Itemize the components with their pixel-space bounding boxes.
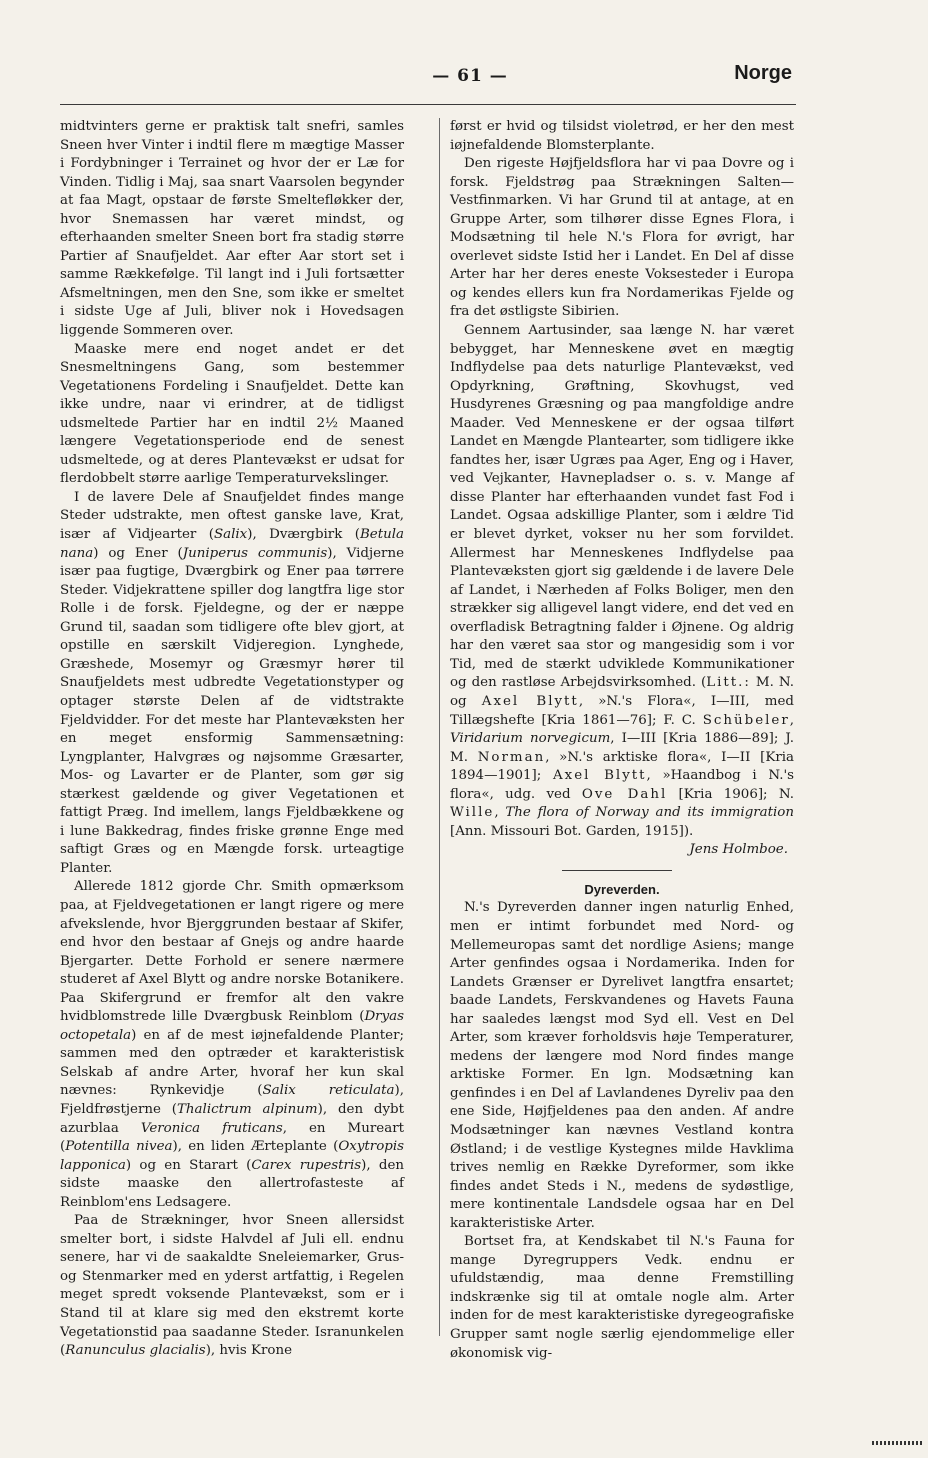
- species-name: Thalictrum alpinum: [177, 1101, 318, 1117]
- text-run: , »N.'s Flora«, I—III, med Tillægshefte [Kria 1861—76]; F. C.: [450, 693, 794, 728]
- text-run: ), Vidjerne især paa fugtige, Dværgbirk og Ener paa tørrere Steder. Vidjekrattene spiller dog langtfra lige stor Rolle i de forsk. Fjeldegne, og der er næppe Grund til, saadan som tidligere ofte blev gjort, at opstille en særskilt Vidjeregion. Lynghede, Græshede, Mosemyr og Græsmyr hører til Snaufjeldets mest udbredte Vegetationstyper og optager største Delen af de vidtstrakte Fjeldvidder. For det meste har Plantevæksten her en meget ensformig Sammensætning: Lyngplanter, Halvgræs og nøjsomme Græsarter, Mos- og Lavarter er de Planter, som gør sig stærkest gældende og giver Vegetationen et fattigt Præg. Ind imellem, langs Fjeldbækkene og i lune Bakkedrag, findes friske grønne Enge med saftigt Græs og en Mængde forsk. urteagtige Planter.: [60, 545, 404, 876]
- text-run: ), den sidste maaske den allertrofasteste af Reinblom'ens Ledsagere.: [60, 1157, 404, 1210]
- species-name: Oxytropis lapponica: [60, 1139, 404, 1173]
- author-name: Schübeler: [702, 712, 790, 728]
- header-rule: [60, 104, 796, 105]
- scan-artifact: [872, 1441, 924, 1445]
- paragraph: Bortset fra, at Kendskabet til N.'s Fauna for mange Dyregruppers Vedk. endnu er ufuldstændig, maa denne Fremstilling indskrænke sig til at omtale nogle alm. Arter inden for de mest karakteristiske dyregeografiske Grupper samt nogle særlig ejendommelige eller økonomisk vig-: [450, 1234, 794, 1361]
- species-name: Veronica fruticans: [140, 1120, 283, 1136]
- author-name: Axel Blytt: [552, 768, 647, 784]
- text-run: Allerede 1812 gjorde Chr. Smith opmærksom paa, at Fjeldvegetationen er langt rigere og mere afvekslende, hvor Bjerggrunden bestaar af Skifer, end hvor den bestaar af Gnejs og andre haarde Bjergarter. Dette Forhold er senere nærmere studeret af Axel Blytt og andre norske Botanikere. Paa Skifergrund er fremfor alt den vakre hvidblomstrede lille Dværgbusk Reinblom (: [60, 879, 404, 1025]
- paragraph: Maaske mere end noget andet er det Snesmeltningens Gang, som bestemmer Vegetationens Fordeling i Snaufjeldet. Dette kan ikke undre, naar vi erindrer, at de tidligst udsmeltede Partier har en indtil 2½ Maaned længere Vegetationsperiode end de senest udsmeltede, og at deres Plantevækst er udsat for flerdobbelt større aarlige Temperaturvekslinger.: [60, 341, 404, 487]
- paragraph: N.'s Dyreverden danner ingen naturlig Enhed, men er intimt forbundet med Nord- og Mellemeuropas samt det nordlige Asiens; mange Arter genfindes ogsaa i Nordamerika. Inden for Landets Grænser er Dyrelivet langtfra ensartet; baade Landets, Ferskvandenes og Havets Fauna har saaledes længst mod Syd ell. Vest en Del Arter, som kræver forholdsvis høje Temperaturer, medens der længere mod Nord findes mange arktiske Former. En lgn. Modsætning kan genfindes i en Del af Lavlandenes Dyreliv paa den ene Side, Højfjeldenes paa den anden. Af andre Modsætninger kan nævnes Vestland kontra Østland; i de vestlige Kystegnes milde Havklima trives nemlig en Række Dyreformer, som ikke findes andet Steds i N., medens de sydøstlige, mere kontinentale Landsdele ogsaa har en Del karakteristiske Arter.: [450, 900, 794, 1231]
- text-run: ), en liden Ærteplante (: [172, 1139, 339, 1155]
- author-name: Wille: [450, 805, 495, 821]
- column-divider: [439, 118, 440, 1336]
- text-run: M. N. og: [450, 675, 794, 709]
- species-name: Ranunculus glacialis: [65, 1343, 206, 1359]
- text-run: ), hvis Krone: [205, 1343, 293, 1359]
- species-name: Juniperus communis: [182, 545, 328, 561]
- signature: Jens Holmboe.: [689, 842, 788, 858]
- book-title: The flora of Norway and its immigration: [505, 805, 794, 821]
- author-name: Ove Dahl: [581, 786, 668, 802]
- section-heading: Dyreverden.: [584, 881, 660, 897]
- paragraph: [60, 489, 404, 878]
- species-name: Salix reticulata: [262, 1083, 395, 1099]
- paragraph: først er hvid og tilsidst violetrød, er her den mest iøjnefaldende Blomsterplante.: [450, 119, 794, 153]
- book-title: Viridarium norvegicum: [450, 731, 611, 747]
- paragraph: Den rigeste Højfjeldsflora har vi paa Dovre og i forsk. Fjeldstrøg paa Strækningen Salten—Vestfinmarken. Vi har Grund til at antage, at en Gruppe Arter, som tilhører disse Egnes Flora, i Modsætning til hele N.'s Flora for øvrigt, har overlevet sidste Istid her i Landet. En Del af disse Arter har her deres eneste Voksesteder i Europa og kendes ellers kun fra Nordamerikas Fjelde og fra det østligste Sibirien.: [450, 156, 794, 320]
- species-name: Betula nana: [60, 527, 404, 561]
- species-name: Salix: [213, 527, 248, 543]
- text-run: ), den dybt azurblaa: [60, 1101, 405, 1136]
- text-run: ) og en Starart (: [125, 1157, 252, 1173]
- literature-label: Litt.:: [706, 675, 751, 691]
- text-run: Paa de Strækninger, hvor Sneen allersidst smelter bort, i sidste Halvdel af Juli ell. endnu senere, har vi de saakaldte Sneleiemarker, Grus- og Stenmarker med en yderst artfattig, i Regelen meget spredt voksende Plantevækst, som er i Stand til at klare sig med den ekstremt korte Vegetationstid paa saadanne Steder. Isranunkelen (: [60, 1213, 404, 1359]
- section-rule: [562, 870, 672, 871]
- paragraph: [60, 1212, 404, 1360]
- text-run: , en Mureart (: [60, 1120, 404, 1155]
- author-name: Axel Blytt: [481, 693, 579, 709]
- left-column: [60, 118, 404, 1361]
- text-run: ) og Ener (: [93, 545, 183, 561]
- text-run: , I—III [Kria 1886—89]; J. M.: [450, 731, 794, 765]
- species-name: Potentilla nivea: [65, 1139, 173, 1155]
- paragraph: [60, 878, 404, 1212]
- text-run: ), Fjeldfrøstjerne (: [60, 1083, 404, 1117]
- text-run: , »N.'s arktiske flora«, I—II [Kria 1894—1901];: [450, 749, 794, 784]
- text-run: [Kria 1906]; N.: [667, 786, 794, 802]
- running-head: Norge: [734, 62, 792, 84]
- page-header: [60, 62, 796, 94]
- text-run: ), Dværgbirk (: [247, 527, 360, 543]
- text-run: , »Haandbog i N.'s flora«, udg. ved: [450, 768, 795, 802]
- paragraph: midtvinters gerne er praktisk talt snefri, samles Sneen hver Vinter i indtil flere m mægtige Masser i Fordybninger i Terrainet og hvor der er Læ for Vinden. Tidlig i Maj, saa snart Vaarsolen begynder at faa Magt, opstaar de første Smeltefløkker der, hvor Snemassen har været mindst, og efterhaanden smelter Sneen bort fra stadig større Partier af Snaufjeldet. Aar efter Aar stort set i samme Rækkefølge. Til langt ind i Juli fortsætter Afsmeltningen, men den Sne, som ikke er smeltet i sidste Uge af Juli, bliver nok i Hovedsagen liggende Sommeren over.: [60, 119, 404, 339]
- text-run: ,: [789, 712, 794, 728]
- right-column: [450, 118, 794, 1363]
- text-run: Gennem Aartusinder, saa længe N. har været bebygget, har Menneskene øvet en mægtig Indflydelse paa dets naturlige Plantevækst, ved Opdyrkning, Grøftning, Skovhugst, ved Husdyrenes Græsning og paa mangfoldige andre Maader. Ved Menneskene er der ogsaa tilført Landet en Mængde Plantearter, som tidligere ikke fandtes her, især Ugræs paa Ager, Eng og i Haver, ved Vejkanter, Havnepladser o. s. v. Mange af disse Planter har efterhaanden vundet fast Fod i Landet. Ogsaa adskillige Planter, som i ældre Tid er blevet dyrket, vokser nu her som forvildet. Allermest har Menneskenes Indflydelse paa Plantevæksten gjort sig gældende i de lavere Dele af Landet, i Nærheden af Folks Boliger, men den strækker sig alligevel langt videre, end det ved en overfladisk Betragtning falder i Øjnene. Og aldrig har den været saa stor og mangesidig som i vor Tid, med de stærkt udviklede Kommunikationer og den rastløse Arbejdsvirksomhed.: [450, 323, 794, 691]
- author-name: Norman: [477, 749, 546, 765]
- text-run: ) en af de mest iøjnefaldende Planter; sammen med den optræder et karakteristisk Selskab af andre Arter, hvoraf her kun skal nævnes: Rynkevidje (: [60, 1027, 404, 1099]
- species-name: Dryas octopetala: [60, 1009, 404, 1043]
- text-run: I de lavere Dele af Snaufjeldet findes mange Steder udstrakte, men oftest ganske lave, Krat, især af Vidjearter (: [60, 489, 404, 543]
- text-run: ,: [494, 805, 506, 821]
- paragraph: Gennem Aartusinder, saa længe N. har været bebygget, har Menneskene øvet en mægtig Indflydelse paa dets naturlige Plantevækst, ved Opdyrkning, Grøftning, Skovhugst, ved Husdyrenes Græsning og paa mangfoldige andre Maader. Ved Menneskene er der ogsaa tilført Landet en Mængde Plantearter, som tidligere ikke fandtes her, især Ugræs paa Ager, Eng og i Haver, ved Vejkanter, Havnepladser o. s. v. Mange af disse Planter har efterhaanden vundet fast Fod i Landet. Ogsaa adskillige Planter, som i ældre Tid er blevet dyrket, vokser nu her som forvildet. Allermest har Menneskenes Indflydelse paa Plantevæksten gjort sig gældende i de lavere Dele af Landet, i Nærheden af Folks Boliger, men den strækker sig alligevel langt videre, end det ved en overfladisk Betragtning falder i Øjnene. Og aldrig har den været saa stor og mangesidig som i vor Tid, med de stærkt udviklede Kommunikationer og den rastløse Arbejdsvirksomhed. (Litt.: M. N. og Axel Blytt, »N.'s Flora«, I—III, med Tillægshefte [Kria 1861—76]; F. C. Schübeler, Viridarium norvegicum, I—III [Kria 1886—89]; J. M. Norman, »N.'s arktiske flora«, I—II [Kria 1894—1901]; Axel Blytt, »Haandbog i N.'s flora«, udg. ved Ove Dahl [Kria 1906]; N. Wille, The flora of Norway and its immigration [Ann. Missouri Bot. Garden, 1915]).: [450, 323, 795, 839]
- text-run: [Ann. Missouri Bot. Garden, 1915]).: [450, 823, 694, 839]
- page-number: — 61 —: [432, 66, 508, 86]
- species-name: Carex rupestris: [251, 1157, 362, 1173]
